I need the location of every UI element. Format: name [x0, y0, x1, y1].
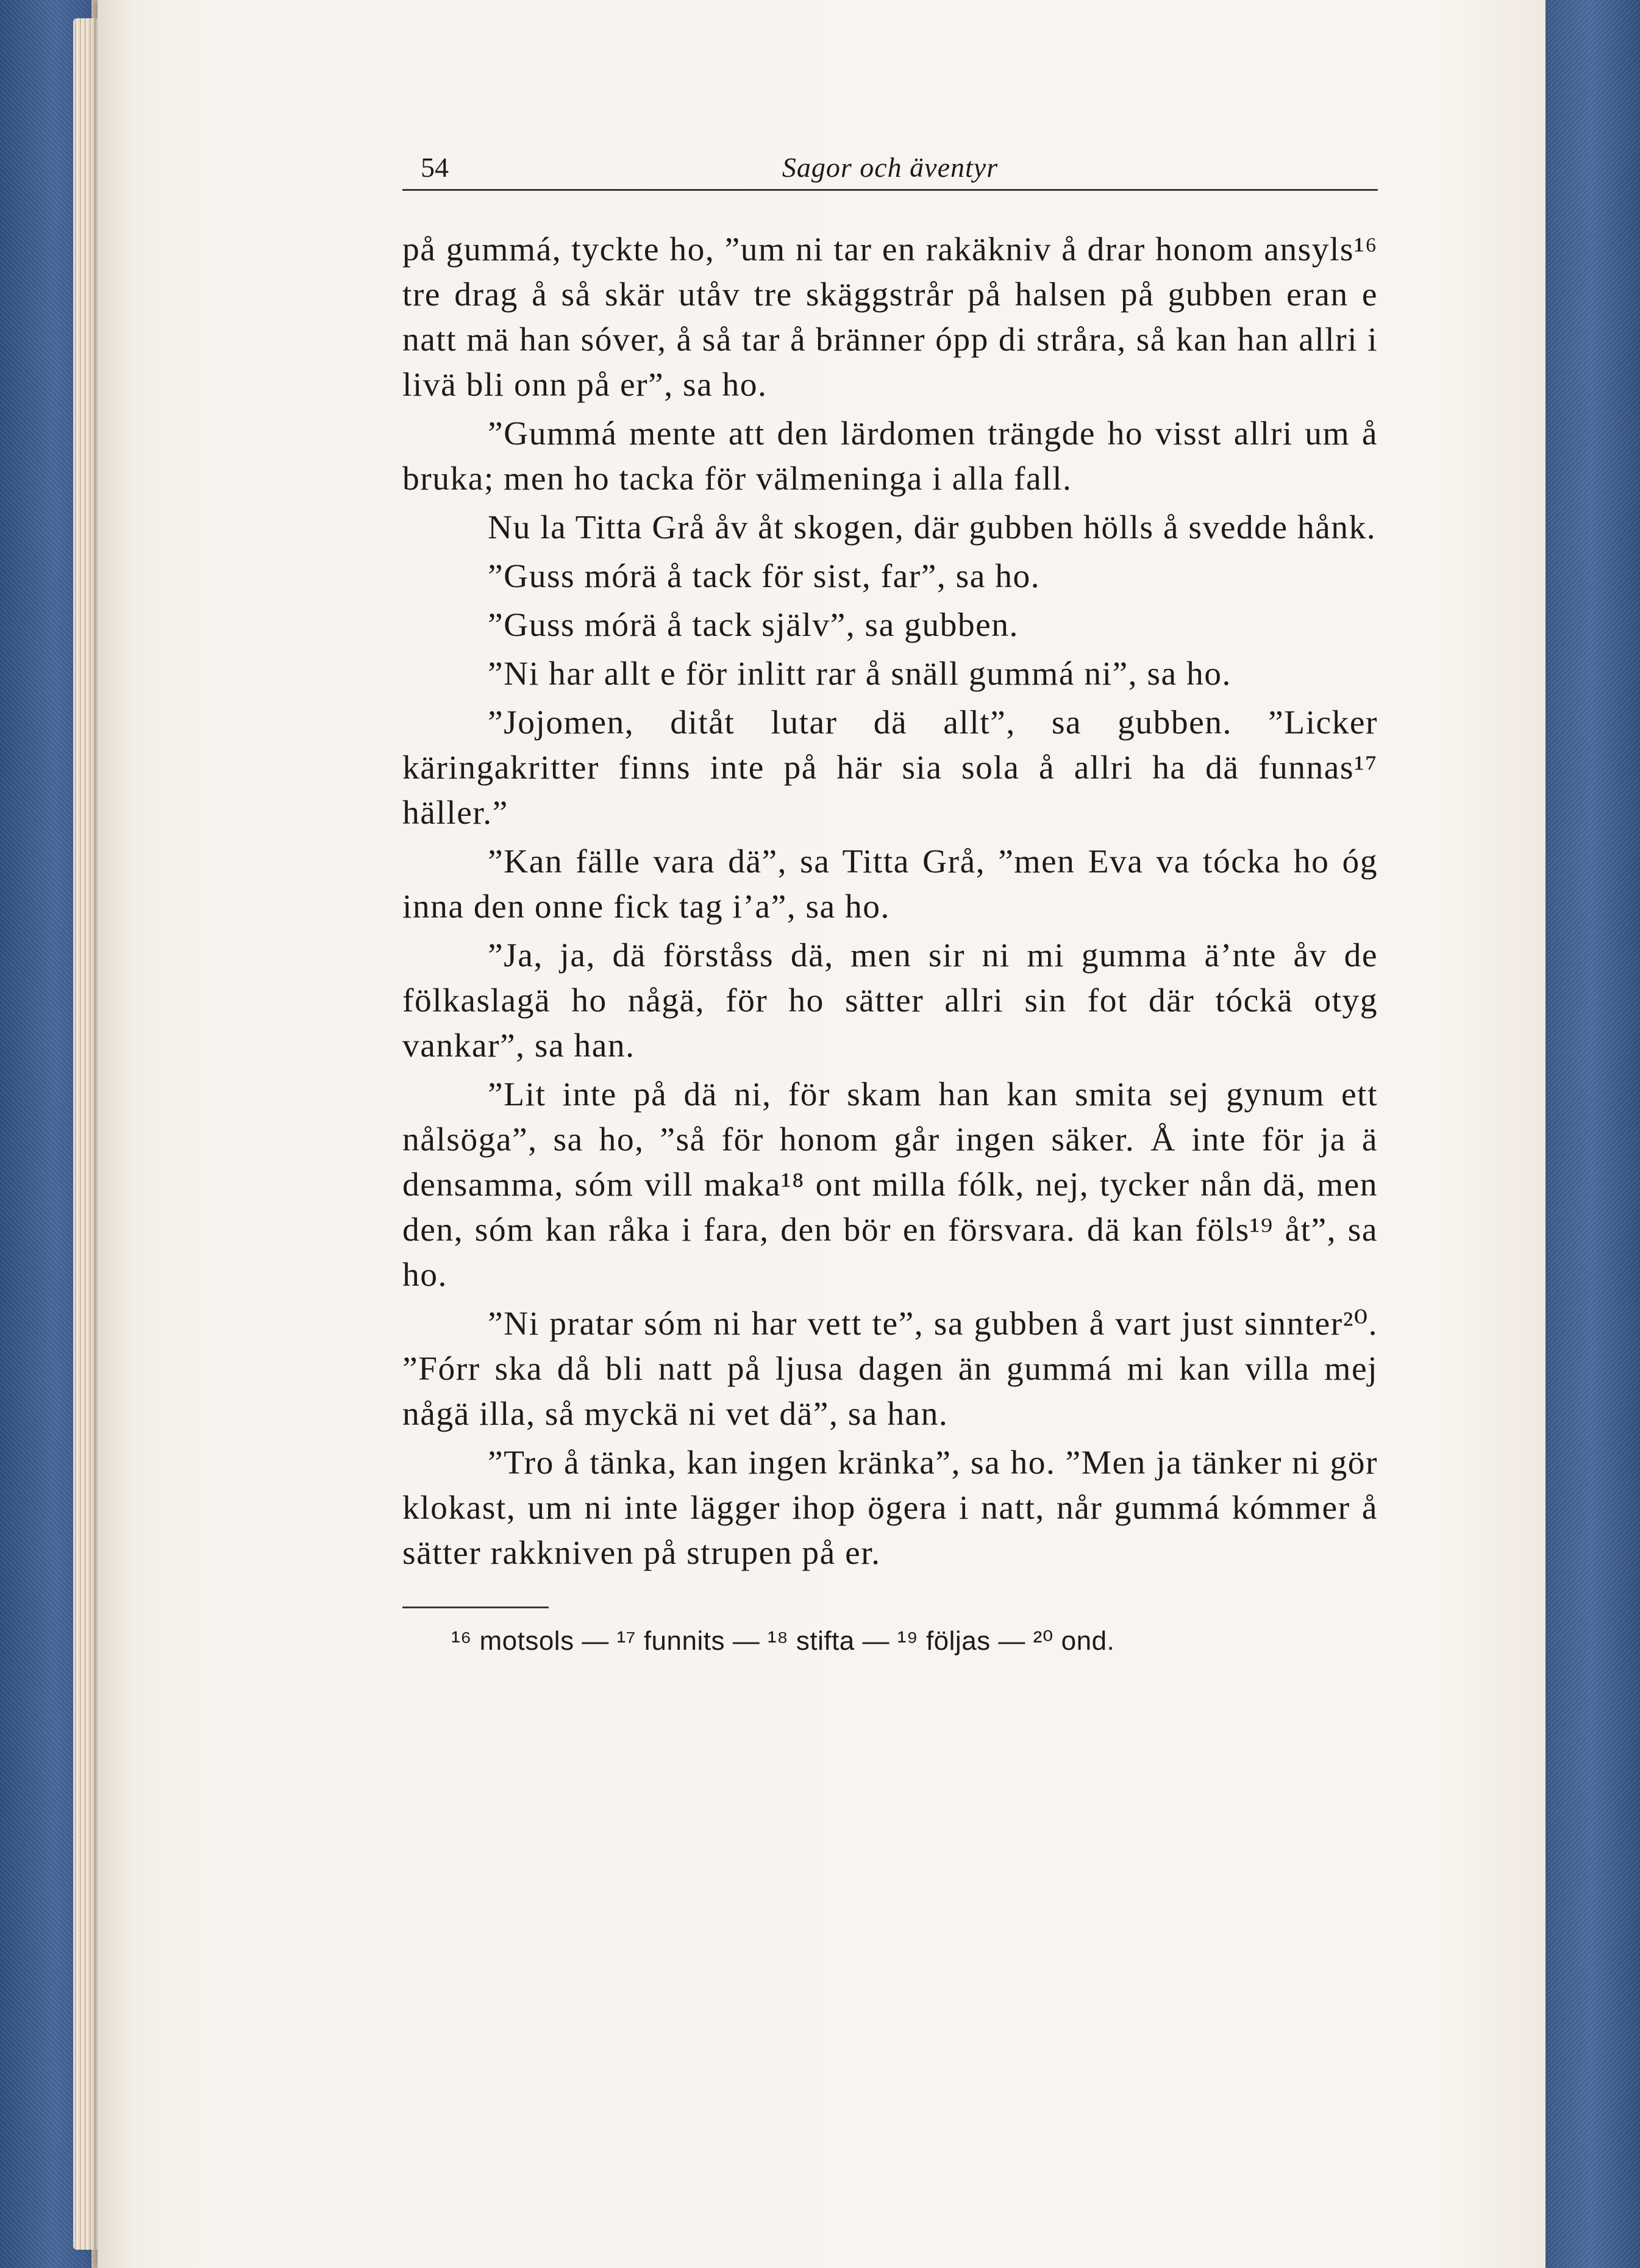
page-content [402, 140, 1378, 1656]
paragraph: ”Ni har allt e för inlitt rar å snäll gummá ni”, sa ho. [488, 655, 1232, 693]
page-number: 54 [421, 152, 449, 183]
body-text [402, 227, 1378, 1576]
book-cover-right [1542, 0, 1640, 2268]
page-header [402, 140, 1378, 191]
paragraph: ”Kan fälle vara dä”, sa Titta Grå, ”men Eva va tócka ho óg inna den onne fick tag i’a”, sa ho. [402, 843, 1378, 925]
running-title: Sagor och äventyr [782, 152, 999, 183]
paragraph: ”Jojomen, ditåt lutar dä allt”, sa gubben. ”Licker käringakritter finns inte på här sia sola å allri ha dä funnas¹⁷ häller.” [402, 704, 1378, 832]
paragraph: ”Tro å tänka, kan ingen kränka”, sa ho. ”Men ja tänker ni gör klokast, um ni inte lägger ihop ögera i natt, når gummá kómmer å sätter rakkniven på strupen på er. [402, 1444, 1378, 1572]
paragraph: ”Guss mórä å tack själv”, sa gubben. [488, 607, 1019, 644]
paragraph: ”Ja, ja, dä förståss dä, men sir ni mi gumma ä’nte åv de fölkaslagä ho någä, för ho sätter allri sin fot där tóckä otyg vankar”, sa han. [402, 937, 1378, 1064]
paragraph: Nu la Titta Grå åv åt skogen, där gubben hölls å svedde hånk. [488, 509, 1377, 546]
paragraph: ”Guss mórä å tack för sist, far”, sa ho. [488, 558, 1041, 595]
paragraph: på gummá, tyckte ho, ”um ni tar en rakäkniv å drar honom ansyls¹⁶ tre drag å så skär utåv tre skäggstrår på halsen på gubben eran e natt mä han sóver, å så tar å bränner ópp di stråra, så kan han allri i livä bli onn på er”, sa ho. [402, 231, 1378, 404]
paragraph: ”Gummá mente att den lärdomen trängde ho visst allri um å bruka; men ho tacka för välmeninga i alla fall. [402, 415, 1378, 497]
paragraph: ”Ni pratar sóm ni har vett te”, sa gubben å vart just sinnter²⁰. ”Fórr ska då bli natt på ljusa dagen än gummá mi kan villa mej någä illa, så myckä ni vet dä”, sa han. [402, 1305, 1378, 1433]
paragraph: ”Lit inte på dä ni, för skam han kan smita sej gynum ett nålsöga”, sa ho, ”så för honom går ingen säker. Å inte för ja ä densamma, sóm vill maka¹⁸ ont milla fólk, nej, tycker nån dä, men den, sóm kan råka i fara, den bör en försvara. dä kan föls¹⁹ åt”, sa ho. [402, 1076, 1378, 1294]
footnotes: ¹⁶ motsols — ¹⁷ funnits — ¹⁸ stifta — ¹⁹ följas — ²⁰ ond. [451, 1626, 1115, 1656]
footnote-divider [402, 1606, 549, 1608]
